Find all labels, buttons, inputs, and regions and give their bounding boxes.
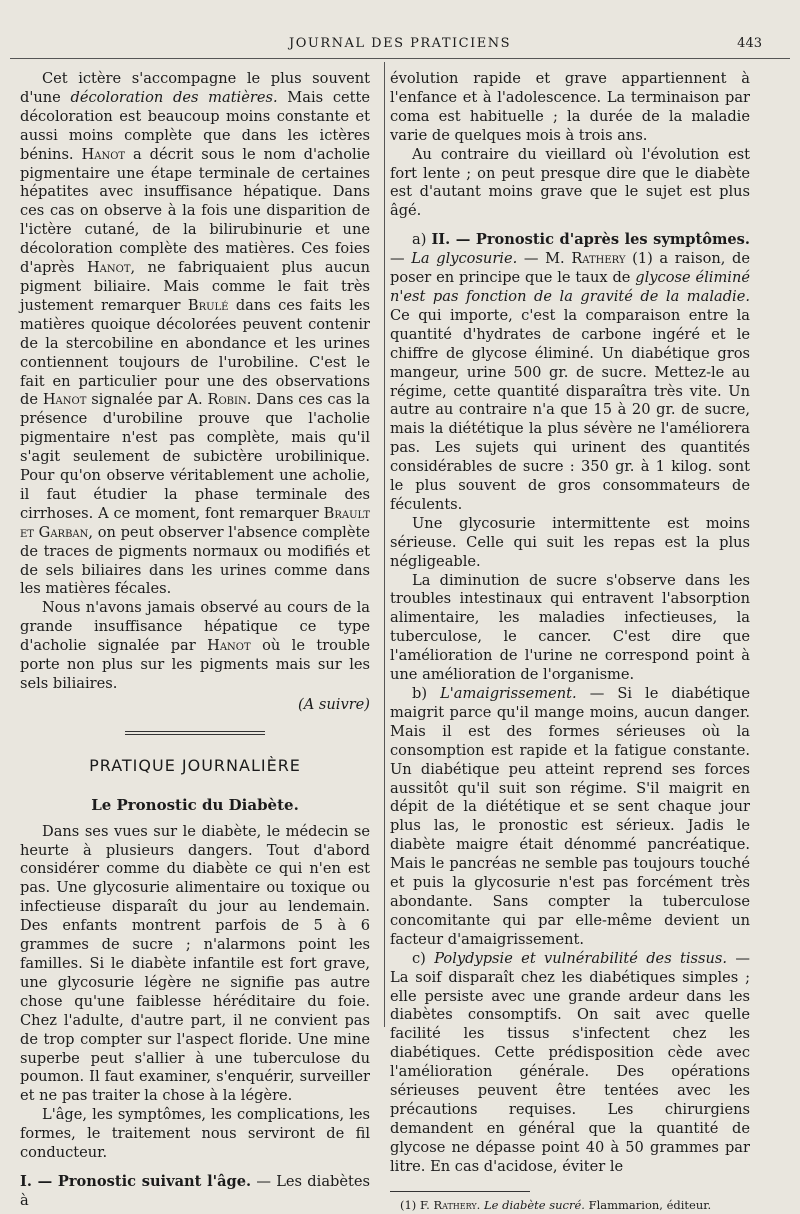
journal-title: JOURNAL DES PRATICIENS [289, 36, 511, 51]
right-column [390, 70, 750, 1214]
page-number: 443 [737, 36, 762, 51]
paragraph-intro: Dans ses vues sur le diabète, le médecin se heurte à plusieurs dangers. Tout d'abord considérer comme du diabète ce qui n'en est pas. Une glycosurie alimentaire ou toxique ou infectieuse disparaît du jour au lendemain. Des enfants montrent parfois de 5 à 6 grammes de sucre ; n'alarmons point les familles. Si le diabète infantile est fort grave, une glycosurie légère ne signifie pas autre chose qu'une faiblesse héréditaire du foie. Chez l'adulte, d'autre part, il ne convient pas de trop compter sur l'aspect floride. Une mine superbe peut s'allier à une tuberculose du poumon. Il faut examiner, s'enquérir, surveiller et ne pas traiter la chose à la légère. [20, 822, 370, 1105]
paragraph-vieillard: Au contraire du vieillard où l'évolution est fort lente ; on peut presque dire que le diabète est d'autant moins grave que le sujet est plus âgé. [390, 145, 750, 220]
left-column [20, 70, 370, 1211]
footnote-rule [390, 1191, 530, 1192]
paragraph-acholie: Cet ictère s'accompagne le plus souvent d'une décoloration des matières. Mais cette décoloration est beaucoup moins constante et aussi moins complète que dans les ictères bénins. Hanot a décrit sous le nom d'acholie pigmentaire une étape terminale de certaines hépatites avec insuffisance hépatique. Dans ces cas on observe à la fois une disparition de l'ictère cutané, de la bilirubinurie et une décoloration complète des matières. Ces foies d'après Hanot, ne fabriquaient plus aucun pigment biliaire. Mais comme le fait très justement remarquer Brulé dans ces faits les matières quoique décolorées peuvent contenir de la stercobiline en abondance et les urines contiennent toujours de l'urobiline. C'est le fait en particulier pour une des observations de Hanot signalée par A. Robin. Dans ces cas la présence d'urobiline prouve que l'acholie pigmentaire n'est pas complète, mais qu'il s'agit seulement de subictère urobilinique. Pour qu'on observe véritablement une acholie, il faut étudier la phase terminale des cirrhoses. A ce moment, font remarquer Brault et Garban, on peut observer l'absence complète de traces de pigments normaux ou modifiés et de sels biliaires dans les urines comme dans les matières fécales. [20, 70, 371, 598]
paragraph-glycosurie: a) II. — Pronostic d'après les symptômes. — La glycosurie. — M. Rathery (1) a raison, de poser en principe que le taux de glycose éliminé n'est pas fonction de la gravité de la maladie. Ce qui importe, c'est la comparaison entre la quantité d'hydrates de carbone ingéré et le chiffre de glycose éliminé. Un diabétique gros mangeur, urine 500 gr. de sucre. Mettez-le au régime, cette quantité disparaîtra très vite. Un autre au contraire n'a que 15 à 20 gr. de sucre, mais la diététique la plus sévère ne l'améliorera pas. Les sujets qui urinent des quantités considérables de sucre : 350 gr. à 1 kilog. sont le plus souvent de gros consommateurs de féculents. [390, 231, 751, 513]
paragraph-insuffisance: Nous n'avons jamais observé au cours de la grande insuffisance hépatique ce type d'acholie signalée par Hanot où le trouble porte non plus sur les pigments mais sur les sels biliaires. [20, 599, 371, 692]
paragraph-intermittente: Une glycosurie intermittente est moins sérieuse. Celle qui suit les repas est la plus négligeable. [390, 514, 750, 570]
column-divider [384, 62, 385, 1027]
paragraph-age: I. — Pronostic suivant l'âge. — Les diabètes à [20, 1172, 370, 1209]
paragraph-polydypsie: c) Polydypsie et vulnérabilité des tissus. — La soif disparaît chez les diabétiques simples ; elle persiste avec une grande ardeur dans les diabètes consomptifs. On sait avec quelle facilité les tissus s'infectent chez les diabétiques. Cette prédisposition cède avec l'amélioration générale. Des opérations sérieuses peuvent être tentées avec les précautions requises. Les chirurgiens demandent en général que la quantité de glycose ne dépasse point 40 à 50 grammes par litre. En cas d'acidose, éviter le [390, 949, 750, 1175]
footnote: (1) F. Rathery. Le diabète sucré. Flammarion, éditeur. [400, 1197, 712, 1212]
section-rule [125, 731, 265, 735]
paragraph-plan: L'âge, les symptômes, les complications, les formes, le traitement nous serviront de fil conducteur. [20, 1106, 370, 1162]
to-be-continued: (A suivre) [298, 695, 370, 713]
paragraph-diminution: La diminution de sucre s'observe dans les troubles intestinaux qui entravent l'absorption alimentaire, les maladies infectieuses, la tuberculose, le cancer. C'est dire que l'amélioration de l'urine ne correspond point à une amélioration de l'organisme. [390, 571, 750, 684]
running-header [10, 36, 790, 59]
paragraph-evolution: évolution rapide et grave appartiennent à l'enfance et à l'adolescence. La terminaison par coma est habituelle ; la durée de la maladie varie de quelques mois à trois ans. [390, 70, 750, 144]
section-heading: PRATIQUE JOURNALIÈRE [89, 755, 301, 775]
article-title: Le Pronostic du Diabète. [91, 795, 299, 814]
paragraph-amaigrissement: b) L'amaigrissement. — Si le diabétique maigrit parce qu'il mange moins, aucun danger. Mais il est des formes sérieuses où la consomption est rapide et la fatigue constante. Un diabétique peu atteint reprend ses forces aussitôt qu'il suit son régime. S'il maigrit en dépit de la diététique et se sent chaque jour plus las, le pronostic est sérieux. Jadis le diabète maigre était dénommé pancréatique. Mais le pancréas ne semble pas toujours touché et puis la glycosurie n'est pas forcément très abondante. Sans compter la tuberculose concomitante qui par elle-même devient un facteur d'amaigrissement. [390, 685, 750, 948]
